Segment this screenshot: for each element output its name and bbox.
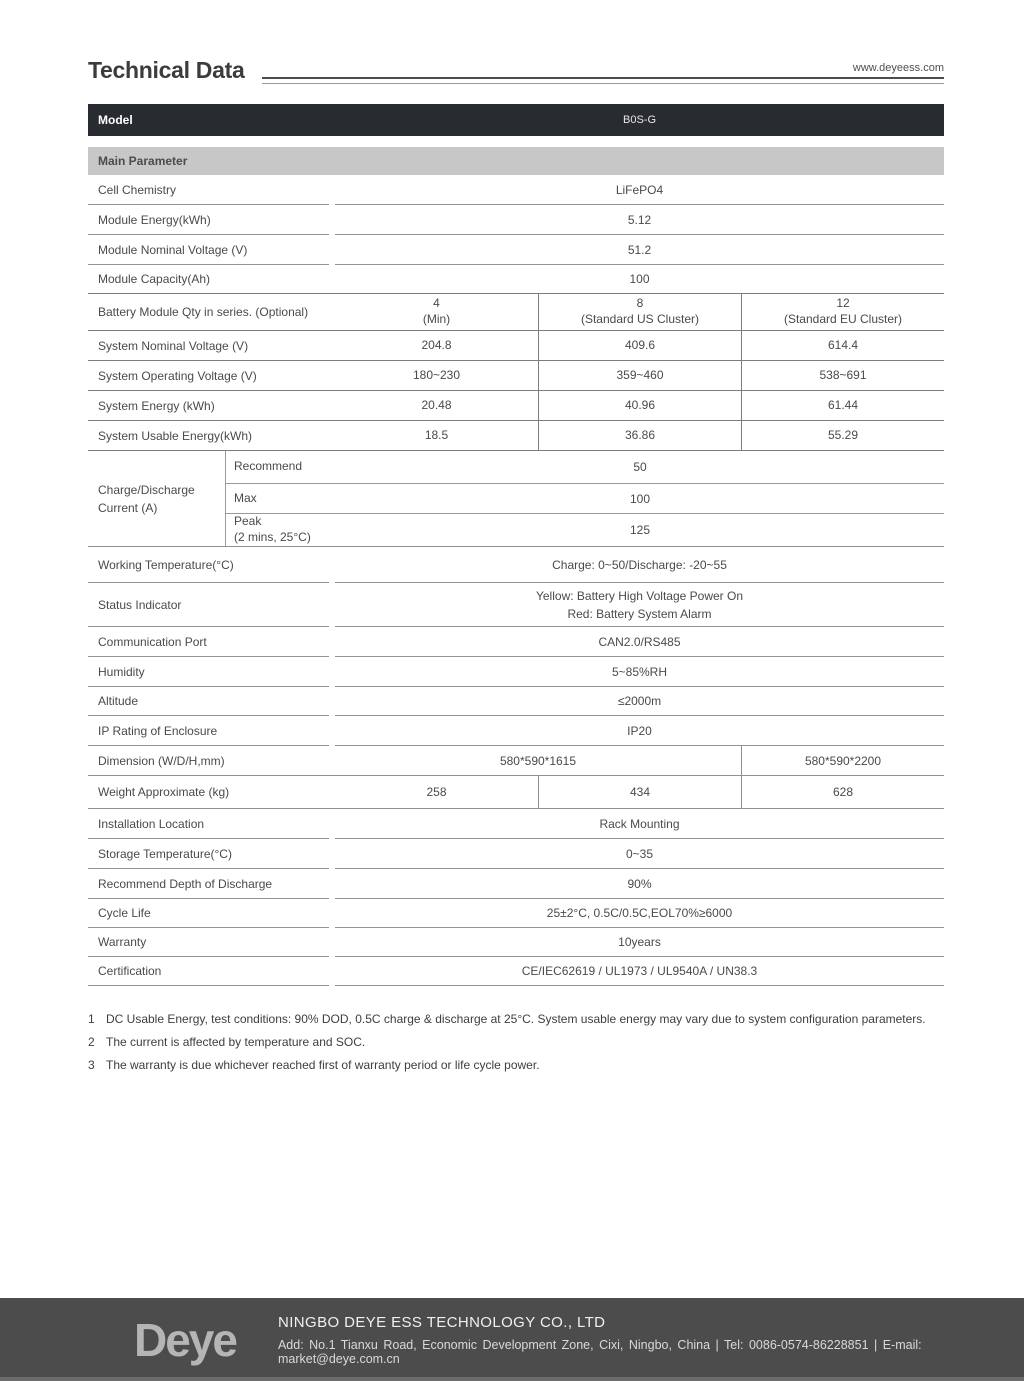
row-value: 100: [629, 272, 650, 286]
status-value-line2: Red: Battery System Alarm: [567, 606, 712, 621]
subrow-label-line1: Peak: [234, 514, 262, 529]
cell-c2: 359~460: [538, 361, 741, 390]
row-label: System Operating Voltage (V): [98, 368, 257, 383]
qty-col-us: [538, 294, 741, 330]
row-label: [88, 451, 225, 546]
row-value: IP20: [335, 716, 944, 746]
table-row-communication-port: [88, 627, 944, 657]
dimension-value-span: 580*590*1615: [499, 753, 577, 768]
row-label: Warranty: [88, 928, 329, 957]
footnote-1: [88, 1008, 944, 1031]
footnote-number: 3: [88, 1058, 95, 1072]
row-label: Status Indicator: [88, 583, 329, 627]
table-row-working-temperature: [88, 547, 944, 583]
row-label: Certification: [88, 957, 329, 986]
row-label: Dimension (W/D/H,mm): [98, 753, 225, 768]
row-label: Module Capacity(Ah): [98, 272, 211, 286]
qty-col-min-line2: (Min): [422, 312, 451, 326]
table-row-installation-location: [88, 809, 944, 839]
row-label-line1: Charge/Discharge: [98, 482, 195, 497]
header-rule-wrap: [262, 62, 944, 84]
row-label: Cycle Life: [88, 899, 329, 928]
status-value-line1: Yellow: Battery High Voltage Power On: [535, 588, 743, 603]
company-name: NINGBO DEYE ESS TECHNOLOGY CO., LTD: [277, 1313, 606, 1331]
footer: [0, 1298, 1024, 1381]
cell-c2: 409.6: [538, 331, 741, 360]
row-label: Battery Module Qty in series. (Optional): [98, 305, 309, 319]
footnote-3: [88, 1054, 944, 1077]
section-title: Main Parameter: [98, 154, 188, 168]
cell-c3: 628: [741, 776, 944, 808]
charge-discharge-subrows: [225, 451, 944, 546]
row-value: 51.2: [335, 235, 944, 265]
table-row-certification: [88, 957, 944, 986]
footer-text: [278, 1314, 1024, 1366]
subrow-label: [226, 514, 336, 546]
row-label: Weight Approximate (kg): [98, 785, 230, 799]
model-value: B0S-G: [622, 114, 656, 126]
qty-col-min: [335, 294, 538, 330]
row-value: 0~35: [335, 839, 944, 869]
row-label: Storage Temperature(°C): [88, 839, 329, 869]
cell-c1: 20.48: [421, 397, 452, 412]
table-row-status-indicator: [88, 583, 944, 627]
table-row-weight: [88, 776, 944, 809]
table-row-humidity: [88, 657, 944, 687]
footnote-number: 2: [88, 1035, 95, 1049]
row-label: Communication Port: [88, 627, 329, 657]
row-value: 5.12: [335, 205, 944, 235]
row-label: System Energy (kWh): [98, 398, 215, 413]
qty-col-eu-line1: 12: [836, 296, 850, 311]
row-label: System Nominal Voltage (V): [98, 338, 249, 353]
table-row-altitude: [88, 687, 944, 716]
table-row-system-energy: [88, 391, 944, 421]
subrow-value: 125: [629, 523, 651, 537]
qty-col-eu-line2: (Standard EU Cluster): [783, 312, 903, 326]
table-row-module-energy: [88, 205, 944, 235]
footnote-text: DC Usable Energy, test conditions: 90% DOD, 0.5C charge & discharge at 25°C. System usable energy may vary due to system configuration parameters.: [106, 1012, 926, 1026]
row-value: Rack Mounting: [335, 809, 944, 839]
row-label: Humidity: [88, 657, 329, 687]
row-value: 10years: [335, 928, 944, 957]
row-value: 90%: [335, 869, 944, 899]
table-row-charge-discharge-current: [88, 451, 944, 547]
row-label: System Usable Energy(kWh): [98, 428, 253, 443]
row-value: LiFePO4: [335, 175, 944, 205]
row-value: 25±2°C, 0.5C/0.5C,EOL70%≥6000: [335, 899, 944, 928]
table-row-system-operating-voltage: [88, 361, 944, 391]
subrow-label-line2: (2 mins, 25°C): [234, 530, 311, 544]
subrow-value: 100: [629, 491, 651, 506]
table-row-dimension: [88, 746, 944, 776]
row-label: Module Nominal Voltage (V): [88, 235, 329, 265]
model-bar: [88, 104, 944, 136]
company-address: Add: No.1 Tianxu Road, Economic Development Zone, Cixi, Ningbo, China | Tel: 0086-0574-86228851 | E-mail: market@deye.com.cn: [277, 1337, 922, 1366]
row-label: Working Temperature(°C): [88, 547, 329, 583]
cell-c3: 538~691: [741, 361, 944, 390]
row-label: Altitude: [88, 687, 329, 716]
row-value: 5~85%RH: [335, 657, 944, 687]
cell-c3: 614.4: [741, 331, 944, 360]
row-value: CAN2.0/RS485: [335, 627, 944, 657]
cell-c1: 204.8: [421, 337, 452, 352]
cell-c2: 434: [538, 776, 741, 808]
table-row-cycle-life: [88, 899, 944, 928]
qty-col-min-line1: 4: [433, 296, 440, 311]
row-label: IP Rating of Enclosure: [88, 716, 329, 746]
footnote-number: 1: [88, 1012, 95, 1026]
qty-col-us-line2: (Standard US Cluster): [580, 312, 700, 326]
table-row-ip-rating: [88, 716, 944, 746]
table-row-depth-of-discharge: [88, 869, 944, 899]
subrow-peak: [226, 514, 944, 546]
table-row-module-nominal-voltage: [88, 235, 944, 265]
footnote-text: The current is affected by temperature and SOC.: [106, 1035, 366, 1049]
cell-c2: 40.96: [538, 391, 741, 420]
table-row-storage-temperature: [88, 839, 944, 869]
cell-c3: 61.44: [741, 391, 944, 420]
deye-logo: Deye: [134, 1313, 236, 1366]
row-value: CE/IEC62619 / UL1973 / UL9540A / UN38.3: [335, 957, 944, 986]
subrow-value: 50: [633, 460, 647, 474]
table-row-battery-module-qty: [88, 293, 944, 331]
row-value: [335, 583, 944, 627]
model-label: Model: [98, 113, 133, 127]
page-title: Technical Data: [88, 57, 245, 83]
table-row-warranty: [88, 928, 944, 957]
row-label: Recommend Depth of Discharge: [88, 869, 329, 899]
header: [88, 57, 944, 84]
cell-c1: 180~230: [412, 367, 461, 382]
cell-c1: 18.5: [424, 427, 449, 442]
footer-bottom-strip: [0, 1377, 1024, 1381]
row-label: Cell Chemistry: [88, 175, 329, 205]
content-area: [88, 0, 944, 1077]
table-row-system-usable-energy: [88, 421, 944, 451]
cell-c1: 258: [426, 785, 447, 799]
subrow-label: Max: [234, 490, 257, 505]
qty-col-eu: [741, 294, 944, 330]
footnotes: [88, 1008, 944, 1077]
table-row-system-nominal-voltage: [88, 331, 944, 361]
section-header-bar: [88, 147, 944, 175]
table-row-cell-chemistry: [88, 175, 944, 205]
row-value: Charge: 0~50/Discharge: -20~55: [335, 547, 944, 583]
header-rule: [262, 77, 944, 84]
subrow-label: Recommend: [234, 459, 303, 474]
qty-col-us-line1: 8: [636, 296, 644, 311]
row-label: Module Energy(kWh): [88, 205, 329, 235]
cell-c2: 36.86: [538, 421, 741, 450]
subrow-max: [226, 483, 944, 514]
cell-c3: 55.29: [741, 421, 944, 450]
footnote-2: [88, 1031, 944, 1054]
row-label-line2: Current (A): [98, 500, 158, 515]
website-url: www.deyeess.com: [852, 62, 944, 74]
subrow-recommend: [226, 451, 944, 483]
table-row-module-capacity: [88, 265, 944, 293]
footnote-text: The warranty is due whichever reached first of warranty period or life cycle power.: [106, 1058, 540, 1072]
dimension-value-c3: 580*590*2200: [741, 746, 944, 775]
row-value: ≤2000m: [335, 687, 944, 716]
row-label: Installation Location: [88, 809, 329, 839]
